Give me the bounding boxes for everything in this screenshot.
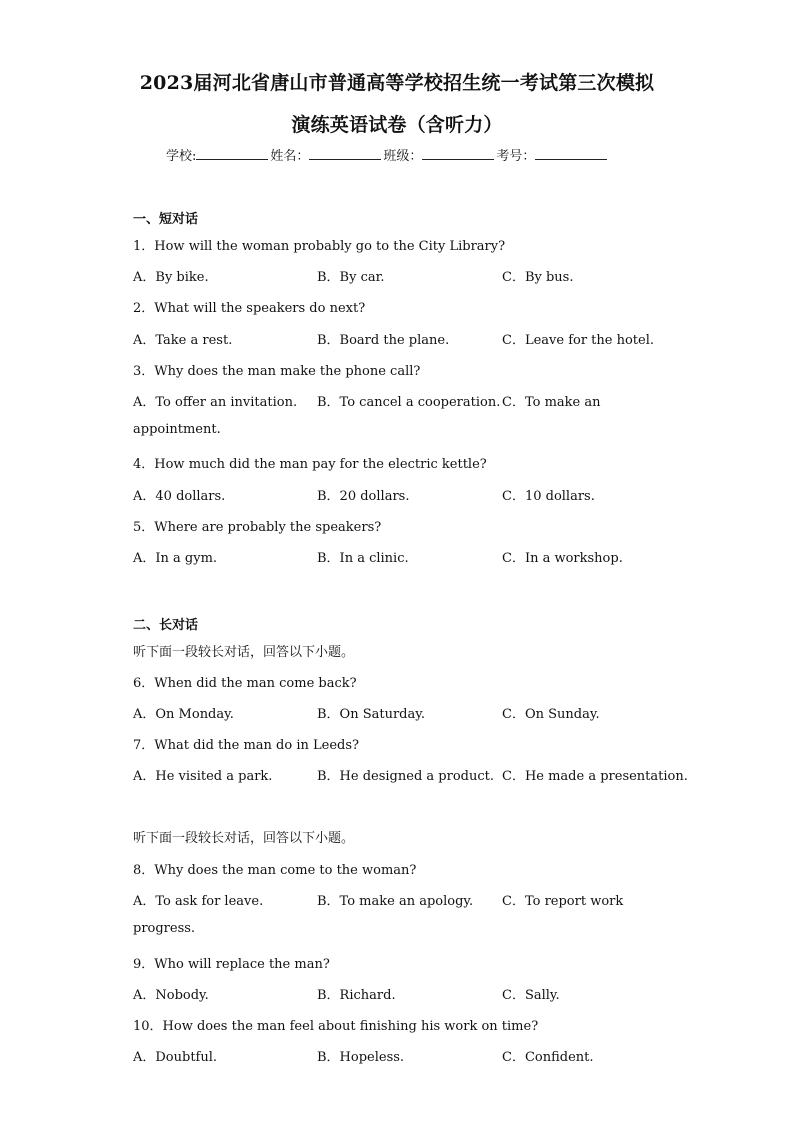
section-heading-short-dialogue: 一、短对话 xyxy=(133,212,199,227)
q4-option-a: A．40 dollars. xyxy=(133,489,226,504)
question-8: 8．Why does the man come to the woman? xyxy=(133,863,417,878)
q5-option-a: A．In a gym. xyxy=(133,551,218,566)
q3-option-c-continued: appointment. xyxy=(133,422,221,437)
q5-option-b: B．In a clinic. xyxy=(317,551,409,566)
q9-option-b: B．Richard. xyxy=(317,988,396,1003)
student-info-row xyxy=(166,145,609,164)
question-5: 5．Where are probably the speakers? xyxy=(133,520,382,535)
q6-option-a: A．On Monday. xyxy=(133,707,234,722)
question-4: 4．How much did the man pay for the electric kettle? xyxy=(133,457,487,472)
exam-no-label: 考号： xyxy=(496,149,536,164)
name-label: 姓名： xyxy=(270,149,310,164)
class-blank[interactable] xyxy=(422,146,494,160)
q8-option-b: B．To make an apology. xyxy=(317,894,474,909)
q2-option-b: B．Board the plane. xyxy=(317,333,450,348)
q8-option-a: A．To ask for leave. xyxy=(133,894,264,909)
school-label: 学校: xyxy=(166,149,197,164)
section-heading-long-dialogue: 二、长对话 xyxy=(133,618,199,633)
q4-option-c: C．10 dollars. xyxy=(502,489,595,504)
question-7: 7．What did the man do in Leeds? xyxy=(133,738,359,753)
q3-option-a: A．To offer an invitation. xyxy=(133,395,298,410)
name-blank[interactable] xyxy=(309,146,381,160)
question-2: 2．What will the speakers do next? xyxy=(133,301,366,316)
class-label: 班级： xyxy=(383,149,423,164)
q10-option-a: A．Doubtful. xyxy=(133,1050,218,1065)
q1-option-b: B．By car. xyxy=(317,270,385,285)
q8-option-c: C．To report work xyxy=(502,894,624,909)
question-10: 10．How does the man feel about finishing his work on time? xyxy=(133,1019,539,1034)
question-6: 6．When did the man come back? xyxy=(133,676,357,691)
q1-option-c: C．By bus. xyxy=(502,270,574,285)
question-3: 3．Why does the man make the phone call? xyxy=(133,364,421,379)
q3-option-c: C．To make an xyxy=(502,395,601,410)
q8-option-c-continued: progress. xyxy=(133,921,196,936)
q7-option-a: A．He visited a park. xyxy=(133,769,273,784)
page-title-line-1: 2023届河北省唐山市普通高等学校招生统一考试第三次模拟 xyxy=(139,72,655,94)
q7-option-b: B．He designed a product. xyxy=(317,769,494,784)
q4-option-b: B．20 dollars. xyxy=(317,489,410,504)
question-9: 9．Who will replace the man? xyxy=(133,957,330,972)
q2-option-c: C．Leave for the hotel. xyxy=(502,333,655,348)
exam-no-blank[interactable] xyxy=(535,146,607,160)
section-intro-1: 听下面一段较长对话，回答以下小题。 xyxy=(133,645,355,660)
section-intro-2: 听下面一段较长对话，回答以下小题。 xyxy=(133,831,355,846)
q9-option-c: C．Sally. xyxy=(502,988,560,1003)
page-title-line-2: 演练英语试卷（含听力） xyxy=(291,114,503,136)
school-blank[interactable] xyxy=(196,146,268,160)
question-1: 1．How will the woman probably go to the City Library? xyxy=(133,239,506,254)
q1-option-a: A．By bike. xyxy=(133,270,209,285)
q9-option-a: A．Nobody. xyxy=(133,988,209,1003)
q6-option-b: B．On Saturday. xyxy=(317,707,426,722)
q10-option-b: B．Hopeless. xyxy=(317,1050,405,1065)
q7-option-c: C．He made a presentation. xyxy=(502,769,688,784)
q5-option-c: C．In a workshop. xyxy=(502,551,623,566)
q3-option-b: B．To cancel a cooperation. xyxy=(317,395,501,410)
q6-option-c: C．On Sunday. xyxy=(502,707,600,722)
q10-option-c: C．Confident. xyxy=(502,1050,594,1065)
q2-option-a: A．Take a rest. xyxy=(133,333,233,348)
